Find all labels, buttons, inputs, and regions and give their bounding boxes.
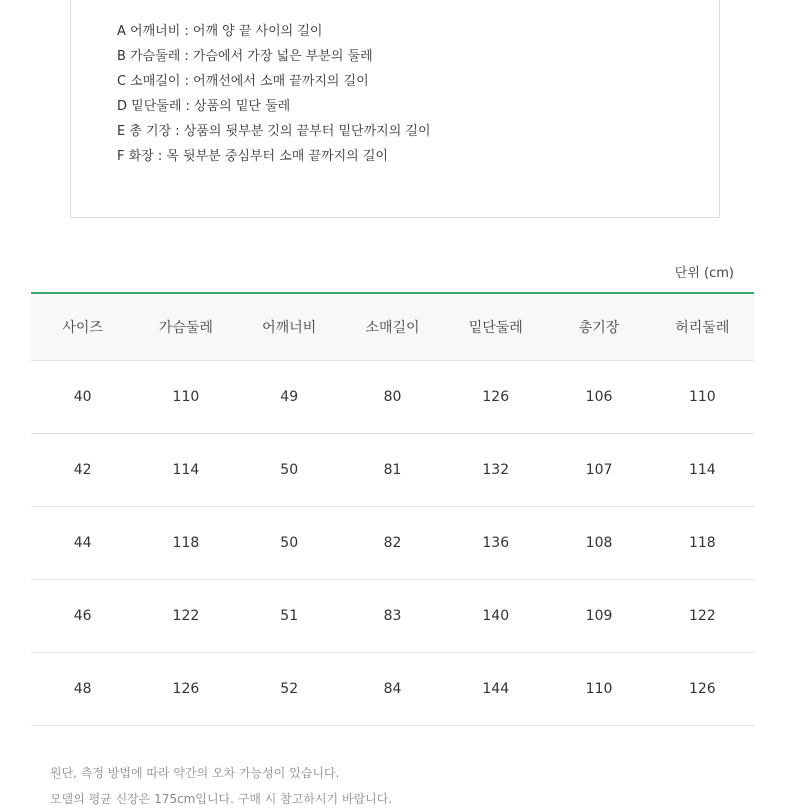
- table-cell: 132: [444, 434, 547, 507]
- table-row: [31, 653, 754, 726]
- guide-item-sleeve: C 소매길이 : 어깨선에서 소매 끝까지의 길이: [117, 74, 369, 89]
- table-row: [31, 434, 754, 507]
- size-notes: [50, 760, 392, 812]
- size-table-header: [31, 293, 754, 361]
- table-cell: 82: [341, 507, 444, 580]
- table-cell: 118: [651, 507, 754, 580]
- header-waist: 허리둘레: [651, 293, 754, 361]
- header-hem: 밑단둘레: [444, 293, 547, 361]
- table-cell: 81: [341, 434, 444, 507]
- table-cell: 40: [31, 361, 134, 434]
- guide-item-total-length: E 총 기장 : 상품의 뒷부분 깃의 끝부터 밑단까지의 길이: [117, 124, 431, 139]
- guide-item-hem: D 밑단둘레 : 상품의 밑단 둘레: [117, 99, 291, 114]
- measurement-guide-box: [70, 0, 720, 218]
- table-cell: 50: [238, 507, 341, 580]
- table-cell: 46: [31, 580, 134, 653]
- table-cell: 144: [444, 653, 547, 726]
- guide-item-shoulder: A 어깨너비 : 어깨 양 끝 사이의 길이: [117, 24, 323, 39]
- table-cell: 51: [238, 580, 341, 653]
- guide-item-chest: B 가슴둘레 : 가슴에서 가장 넓은 부분의 둘레: [117, 49, 373, 64]
- table-row: [31, 361, 754, 434]
- table-cell: 136: [444, 507, 547, 580]
- size-table: [31, 292, 754, 726]
- table-cell: 52: [238, 653, 341, 726]
- header-size: 사이즈: [31, 293, 134, 361]
- table-cell: 106: [547, 361, 650, 434]
- table-cell: 140: [444, 580, 547, 653]
- table-cell: 44: [31, 507, 134, 580]
- table-cell: 50: [238, 434, 341, 507]
- table-cell: 49: [238, 361, 341, 434]
- table-cell: 107: [547, 434, 650, 507]
- note-model-height: 모델의 평균 신장은 175cm입니다. 구매 시 참고하시기 바랍니다.: [50, 792, 393, 806]
- table-cell: 114: [134, 434, 237, 507]
- header-total-length: 총기장: [547, 293, 650, 361]
- table-cell: 110: [134, 361, 237, 434]
- header-sleeve: 소매길이: [341, 293, 444, 361]
- table-cell: 126: [651, 653, 754, 726]
- guide-item-sleeve-length: F 화장 : 목 뒷부분 중심부터 소매 끝까지의 길이: [117, 149, 388, 164]
- table-cell: 108: [547, 507, 650, 580]
- unit-label: 단위 (cm): [674, 266, 734, 281]
- table-cell: 122: [134, 580, 237, 653]
- table-cell: 42: [31, 434, 134, 507]
- table-header-row: [31, 293, 754, 361]
- table-cell: 126: [134, 653, 237, 726]
- table-cell: 80: [341, 361, 444, 434]
- table-cell: 118: [134, 507, 237, 580]
- table-cell: 110: [651, 361, 754, 434]
- table-row: [31, 580, 754, 653]
- table-cell: 126: [444, 361, 547, 434]
- size-table-body: [31, 361, 754, 726]
- table-cell: 122: [651, 580, 754, 653]
- table-cell: 84: [341, 653, 444, 726]
- table-cell: 109: [547, 580, 650, 653]
- header-shoulder: 어깨너비: [238, 293, 341, 361]
- note-measurement-tolerance: 원단, 측정 방법에 따라 약간의 오차 가능성이 있습니다.: [50, 766, 340, 780]
- table-row: [31, 507, 754, 580]
- header-chest: 가슴둘레: [134, 293, 237, 361]
- table-cell: 83: [341, 580, 444, 653]
- table-cell: 48: [31, 653, 134, 726]
- measurement-guide-list: [117, 19, 431, 169]
- table-cell: 114: [651, 434, 754, 507]
- table-cell: 110: [547, 653, 650, 726]
